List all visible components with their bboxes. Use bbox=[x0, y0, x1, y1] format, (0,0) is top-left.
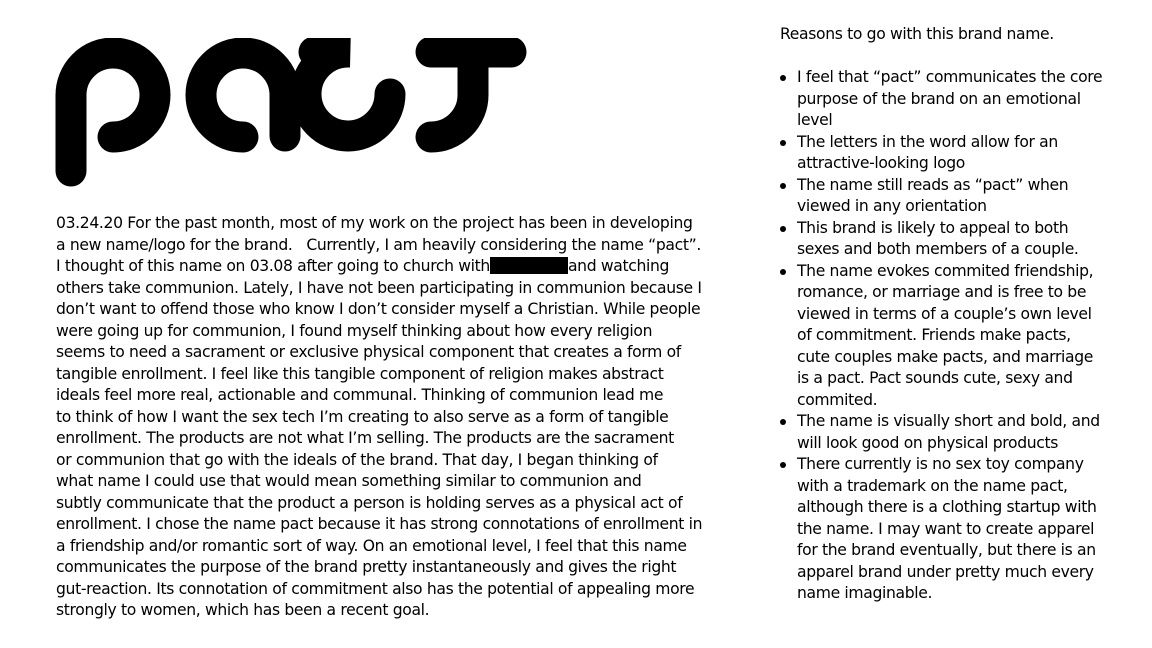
reason-line: romance, or marriage and is free to be bbox=[797, 283, 1087, 301]
reason-line: The name evokes commited friendship, bbox=[797, 261, 1094, 280]
journal-line: communicates the purpose of the brand pretty instantaneously and gives the right bbox=[56, 558, 677, 576]
journal-line: gut-reaction. Its connotation of commitment also has the potential of appealing more bbox=[56, 579, 695, 598]
journal-line: were going up for communion, I found myself thinking about how every religion bbox=[56, 321, 653, 340]
journal-line: seems to need a sacrament or exclusive physical component that creates a form of bbox=[56, 343, 681, 361]
journal-line-start: I thought of this name on 03.08 after going to church with bbox=[56, 257, 490, 275]
reason-line: cute couples make pacts, and marriage bbox=[797, 347, 1093, 366]
reason-line: is a pact. Pact sounds cute, sexy and bbox=[797, 369, 1073, 387]
reasons-title: Reasons to go with this brand name. bbox=[780, 25, 1054, 43]
logo-letter-c bbox=[306, 52, 390, 136]
bullet-icon bbox=[780, 75, 786, 81]
bullet-icon bbox=[780, 419, 786, 425]
journal-line-end: and watching bbox=[567, 257, 670, 275]
reason-line: commited. bbox=[797, 390, 878, 409]
pact-logo-svg bbox=[55, 38, 530, 190]
journal-line bbox=[56, 256, 761, 278]
journal-entry bbox=[56, 213, 761, 622]
logo-letter-p bbox=[71, 53, 155, 171]
journal-line: or communion that go with the ideals of the brand. That day, I began thinking of bbox=[56, 450, 658, 469]
logo-letter-a bbox=[201, 53, 285, 137]
journal-line: ideals feel more real, actionable and communal. Thinking of communion lead me bbox=[56, 386, 664, 404]
reason-line: attractive-looking logo bbox=[797, 154, 965, 172]
reason-line: of commitment. Friends make pacts, bbox=[797, 326, 1071, 344]
reason-line: viewed in terms of a couple’s own level bbox=[797, 304, 1092, 323]
reason-item bbox=[780, 132, 1140, 175]
journal-line: 03.24.20 For the past month, most of my work on the project has been in developing bbox=[56, 214, 693, 232]
reason-line: level bbox=[797, 111, 833, 129]
journal-line: others take communion. Lately, I have not been participating in communion because I bbox=[56, 278, 702, 297]
journal-line: don’t want to offend those who know I don’t consider myself a Christian. While people bbox=[56, 300, 701, 318]
reason-line: sexes and both members of a couple. bbox=[797, 240, 1079, 258]
reason-line: The name is visually short and bold, and bbox=[797, 412, 1100, 430]
reason-line: will look good on physical products bbox=[797, 433, 1059, 452]
reason-line: for the brand eventually, but there is an bbox=[797, 541, 1096, 559]
bullet-icon bbox=[780, 140, 786, 146]
journal-line: strongly to women, which has been a recent goal. bbox=[56, 601, 430, 619]
journal-line: tangible enrollment. I feel like this tangible component of religion makes abstract bbox=[56, 364, 664, 383]
reason-line: viewed in any orientation bbox=[797, 197, 987, 215]
journal-line: to think of how I want the sex tech I’m creating to also serve as a form of tangible bbox=[56, 407, 669, 426]
journal-line: a new name/logo for the brand. Currently, I am heavily considering the name “pact”. bbox=[56, 235, 701, 254]
reason-item bbox=[780, 218, 1140, 261]
reason-line: The name still reads as “pact” when bbox=[797, 175, 1069, 194]
reason-line: purpose of the brand on an emotional bbox=[797, 89, 1081, 108]
reason-item bbox=[780, 411, 1140, 454]
journal-line: enrollment. I chose the name pact because it has strong connotations of enrollment in bbox=[56, 515, 703, 533]
reason-line: although there is a clothing startup with bbox=[797, 498, 1097, 516]
reason-line: This brand is likely to appeal to both bbox=[797, 218, 1069, 237]
journal-line: subtly communicate that the product a person is holding serves as a physical act of bbox=[56, 493, 683, 512]
bullet-icon bbox=[780, 226, 786, 232]
reasons-list bbox=[780, 67, 1140, 605]
reason-line: The letters in the word allow for an bbox=[797, 132, 1058, 151]
redacted-name-block bbox=[490, 257, 568, 274]
bullet-icon bbox=[780, 462, 786, 468]
bullet-icon bbox=[780, 269, 786, 275]
reason-line: apparel brand under pretty much every bbox=[797, 562, 1094, 581]
reason-line: with a trademark on the name pact, bbox=[797, 476, 1068, 495]
pact-wordmark-logo bbox=[55, 38, 530, 190]
reason-item bbox=[780, 261, 1140, 412]
reason-line: There currently is no sex toy company bbox=[797, 455, 1084, 473]
reason-line: I feel that “pact” communicates the core bbox=[797, 68, 1103, 86]
journal-line: what name I could use that would mean something similar to communion and bbox=[56, 472, 642, 490]
bullet-icon bbox=[780, 183, 786, 189]
reason-item bbox=[780, 67, 1140, 132]
reason-line: name imaginable. bbox=[797, 584, 933, 602]
reason-item bbox=[780, 175, 1140, 218]
reason-item bbox=[780, 454, 1140, 605]
journal-line: enrollment. The products are not what I’m selling. The products are the sacrament bbox=[56, 429, 674, 447]
journal-line: a friendship and/or romantic sort of way. On an emotional level, I feel that this name bbox=[56, 536, 687, 555]
reasons-panel bbox=[780, 24, 1140, 605]
reason-line: the name. I may want to create apparel bbox=[797, 519, 1095, 538]
